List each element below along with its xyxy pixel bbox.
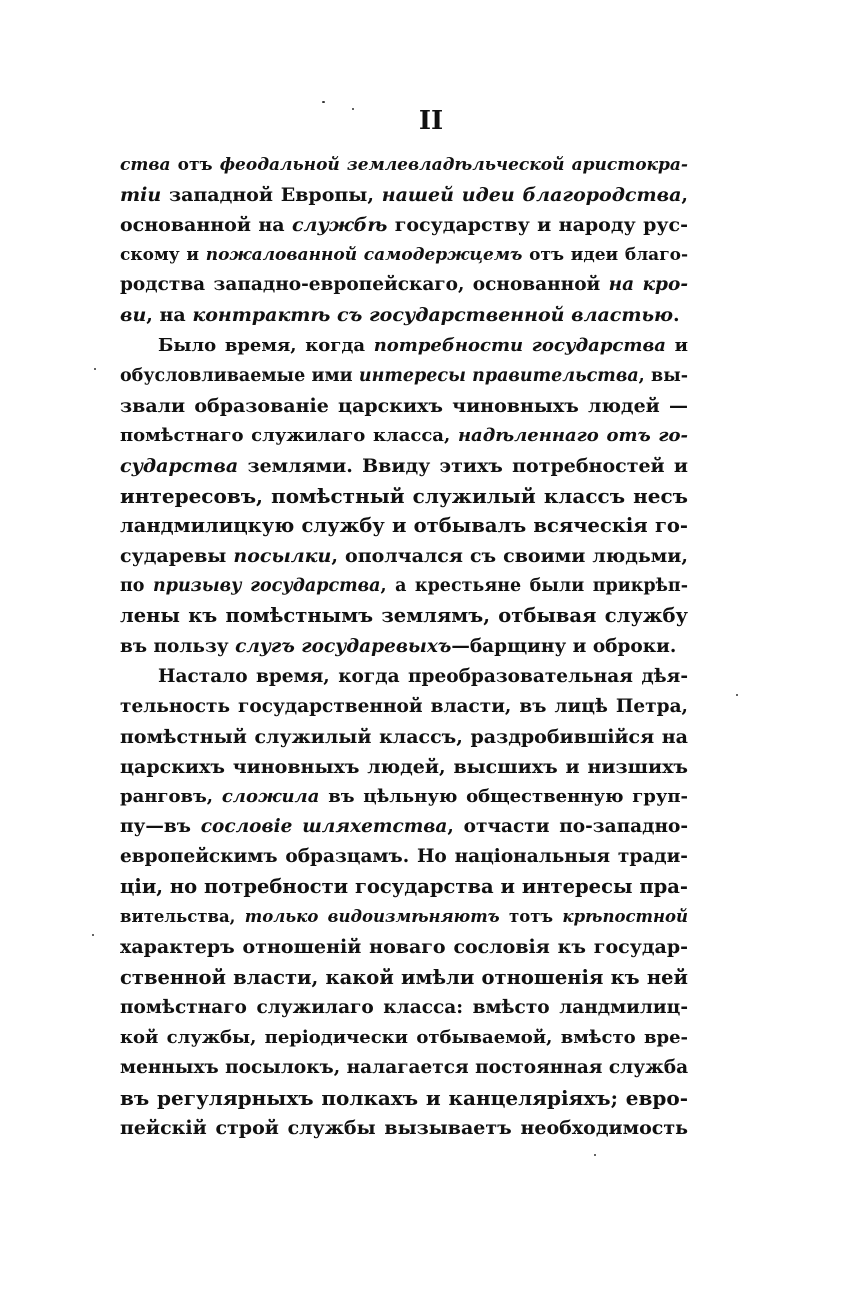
text-run: ціи, но потребности государства и интересы пра-	[120, 875, 688, 899]
text-line	[120, 180, 688, 210]
text-run: , отчасти по-западно-	[447, 816, 689, 838]
scan-speck	[736, 694, 738, 696]
italic-text: крѣпостной	[562, 907, 688, 927]
text-line	[120, 1113, 688, 1143]
text-run: помѣстнаго служилаго класса,	[120, 424, 458, 446]
text-line	[120, 421, 688, 451]
italic-text: ства	[120, 155, 171, 175]
text-line	[120, 692, 688, 722]
text-line	[120, 932, 688, 962]
italic-text: посылки	[233, 545, 332, 568]
text-run: европейскимъ образцамъ. Но національныя тради-	[120, 846, 688, 868]
text-line	[120, 752, 688, 782]
text-line	[120, 993, 688, 1023]
text-line	[120, 541, 688, 571]
text-line	[120, 782, 688, 812]
text-run: характеръ отношеній новаго сословія къ государ-	[120, 936, 688, 959]
text-line	[120, 722, 688, 752]
text-line	[120, 872, 688, 902]
italic-text: контрактѣ съ государственной властью	[192, 304, 674, 327]
scan-speck	[92, 934, 94, 936]
text-line	[120, 662, 688, 692]
text-run: —барщину и оброки.	[451, 635, 677, 657]
italic-text: на кро-	[608, 274, 689, 296]
text-run: ландмилицкую службу и отбывалъ всяческія го-	[120, 514, 688, 538]
italic-text: интересы правительства	[358, 365, 639, 386]
italic-text: службѣ	[291, 214, 388, 237]
text-line	[120, 571, 688, 601]
italic-text: слугъ государевыхъ	[235, 635, 452, 657]
text-line	[120, 963, 688, 993]
page-number: II	[418, 106, 444, 136]
text-run: тельность государственной власти, въ лицѣ Петра,	[120, 695, 688, 717]
italic-text: потребности государства	[373, 334, 666, 356]
text-run: , а крестьяне были прикрѣп-	[380, 576, 688, 597]
text-run: помѣстнаго служилаго класса: вмѣсто ландмилиц-	[120, 996, 688, 1018]
text-run: кой службы, періодически отбываемой, вмѣсто вре-	[120, 1026, 688, 1048]
italic-text: тіи	[120, 184, 162, 207]
italic-text: сословіе шляхетства	[200, 816, 448, 838]
text-line	[120, 1083, 688, 1113]
scan-speck	[322, 101, 325, 103]
italic-text: пожалованной самодержцемъ	[205, 245, 523, 266]
text-run: Настало время, когда преобразовательная дѣя-	[158, 665, 688, 687]
text-run: пейскій строй службы вызываетъ необходимость	[120, 1117, 688, 1139]
italic-text: призыву государства	[152, 576, 381, 597]
italic-text: надѣленнаго отъ го-	[457, 424, 688, 446]
text-run: родства западно-европейскаго, основанной	[120, 274, 609, 296]
text-run: .	[673, 304, 680, 327]
text-run: , ополчался съ своими людьми,	[331, 545, 688, 568]
text-run: звали образованіе царскихъ чиновныхъ людей —	[120, 394, 688, 417]
text-line	[120, 511, 688, 541]
scan-speck	[594, 1154, 596, 1156]
body-text	[120, 150, 688, 1143]
italic-text: нашей идеи благородства	[381, 184, 682, 207]
text-run: , вы-	[638, 365, 688, 386]
italic-text: только видоизмѣняютъ	[244, 907, 500, 927]
italic-text: сударства	[120, 454, 239, 477]
text-run: и	[665, 334, 688, 356]
italic-text: ви	[120, 304, 147, 327]
text-line	[120, 300, 688, 330]
text-run: по	[120, 576, 153, 597]
text-line	[120, 632, 688, 662]
text-run: отъ	[170, 155, 220, 175]
text-line	[120, 361, 688, 391]
text-run: обусловливаемые ими	[120, 365, 359, 386]
text-run: Было время, когда	[158, 334, 374, 356]
text-run: тотъ	[499, 907, 563, 927]
text-run: въ пользу	[120, 635, 236, 657]
text-run: , на	[146, 304, 193, 327]
italic-text: сложила	[221, 785, 320, 807]
text-run: отъ идеи благо-	[522, 245, 689, 266]
text-line	[120, 902, 688, 932]
italic-text: феодальной землевладѣльческой аристокра-	[219, 155, 688, 175]
text-run: государству и народу рус-	[387, 214, 688, 237]
text-run: вительства,	[120, 907, 245, 927]
text-run: царскихъ чиновныхъ людей, высшихъ и низшихъ	[120, 755, 688, 778]
text-line	[120, 391, 688, 421]
text-run: пу—въ	[120, 816, 201, 838]
text-run: западной Европы,	[161, 184, 382, 207]
text-run: въ регулярныхъ полкахъ и канцеляріяхъ; евро-	[120, 1085, 688, 1110]
text-run: основанной на	[120, 214, 292, 237]
text-run: ственной власти, какой имѣли отношенія къ ней	[120, 965, 688, 989]
text-line	[120, 601, 688, 631]
text-run: помѣстный служилый классъ, раздробившійся на	[120, 725, 688, 748]
text-run: лены къ помѣстнымъ землямъ, отбывая службу	[120, 604, 688, 628]
text-line	[120, 240, 688, 270]
text-line	[120, 481, 688, 511]
text-line	[120, 1023, 688, 1053]
text-run: землями. Ввиду этихъ потребностей и	[238, 454, 688, 477]
text-line	[120, 451, 688, 481]
text-run: ранговъ,	[120, 785, 222, 807]
text-run: менныхъ посылокъ, налагается постоянная служба	[120, 1056, 689, 1078]
text-line	[120, 331, 688, 361]
text-line	[120, 210, 688, 240]
scan-speck	[352, 108, 354, 110]
text-run: скому и	[120, 245, 206, 266]
text-run: въ цѣльную общественную груп-	[319, 785, 688, 807]
text-line	[120, 842, 688, 872]
text-run: сударевы	[120, 545, 234, 568]
text-line	[120, 1053, 688, 1083]
text-line	[120, 150, 688, 180]
text-line	[120, 812, 688, 842]
scan-speck	[94, 368, 96, 370]
text-line	[120, 270, 688, 300]
text-run: ,	[681, 184, 688, 207]
text-run: интересовъ, помѣстный служилый классъ несъ	[120, 484, 688, 509]
